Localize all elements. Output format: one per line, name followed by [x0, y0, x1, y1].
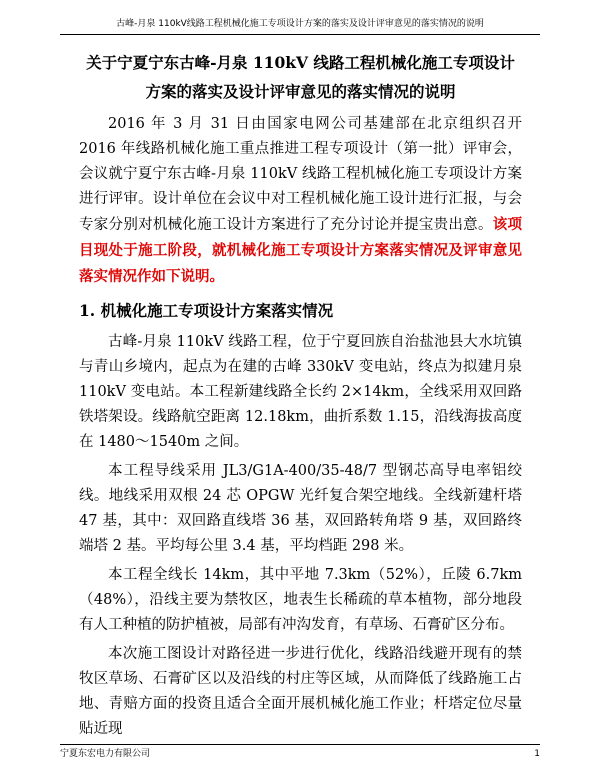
- document-title: 关于宁夏宁东古峰-月泉 110kV 线路工程机械化施工专项设计方案的落实及设计评审意见的落实情况的说明: [86, 53, 515, 101]
- header-text: 古峰-月泉 110kV线路工程机械化施工专项设计方案的落实及设计评审意见的落实情况的说明: [116, 19, 484, 29]
- page-header: [60, 14, 540, 35]
- footer-company: 宁夏东宏电力有限公司: [60, 749, 151, 759]
- section-heading: 1. 机械化施工专项设计方案落实情况: [79, 301, 334, 320]
- paragraph: 本工程导线采用 JL3/G1A-400/35-48/7 型钢芯高导电率铝绞线。地线采用双根 24 芯 OPGW 光纤复合架空地线。全线新建杆塔 47 基，其中：双回路直线塔 36 基，双回路转角塔 9 基，双回路终端塔 2 基。平均每公里 3.4 基，平均档距 298 米。: [79, 463, 522, 554]
- paragraph: 本工程全线长 14km，其中平地 7.3km（52%），丘陵 6.7km（48%），沿线主要为禁牧区，地表生长稀疏的草本植物，部分地段有人工种植的防护植被，局部有冲沟发育，有草场、石膏矿区分布。: [79, 567, 522, 633]
- document-body: [79, 48, 522, 746]
- intro-highlight: 该项目现处于施工阶段，就机械化施工专项设计方案落实情况及评审意见落实情况作如下说明。: [79, 216, 523, 285]
- page-number: 1: [534, 749, 540, 759]
- page-footer: [60, 744, 540, 763]
- paragraph: 本次施工图设计对路径进一步进行优化，线路沿线避开现有的禁牧区草场、石膏矿区以及沿线的村庄等区域，从而降低了线路施工占地、青赔方面的投资且适合全面开展机械化施工作业；杆塔定位尽量贴近现: [79, 646, 522, 737]
- intro-text: 2016 年 3 月 31 日由国家电网公司基建部在北京组织召开 2016 年线路机械化施工重点推进工程专项设计（第一批）评审会，会议就宁夏宁东古峰-月泉 110kV 线路工程机械化施工专项设计方案进行评审。设计单位在会议中对工程机械化施工设计进行汇报，与会专家分别对机械化施工设计方案进行了充分讨论并提宝贵出意。: [79, 116, 522, 233]
- intro-paragraph: [79, 112, 522, 290]
- paragraph: 古峰-月泉 110kV 线路工程，位于宁夏回族自治盐池县大水坑镇与青山乡境内，起点为在建的古峰 330kV 变电站，终点为拟建月泉 110kV 变电站。本工程新建线路全长约 2×14km，全线采用双回路铁塔架设。线路航空距离 12.18km，曲折系数 1.15，沿线海拔高度在 1480～1540m 之间。: [79, 334, 522, 450]
